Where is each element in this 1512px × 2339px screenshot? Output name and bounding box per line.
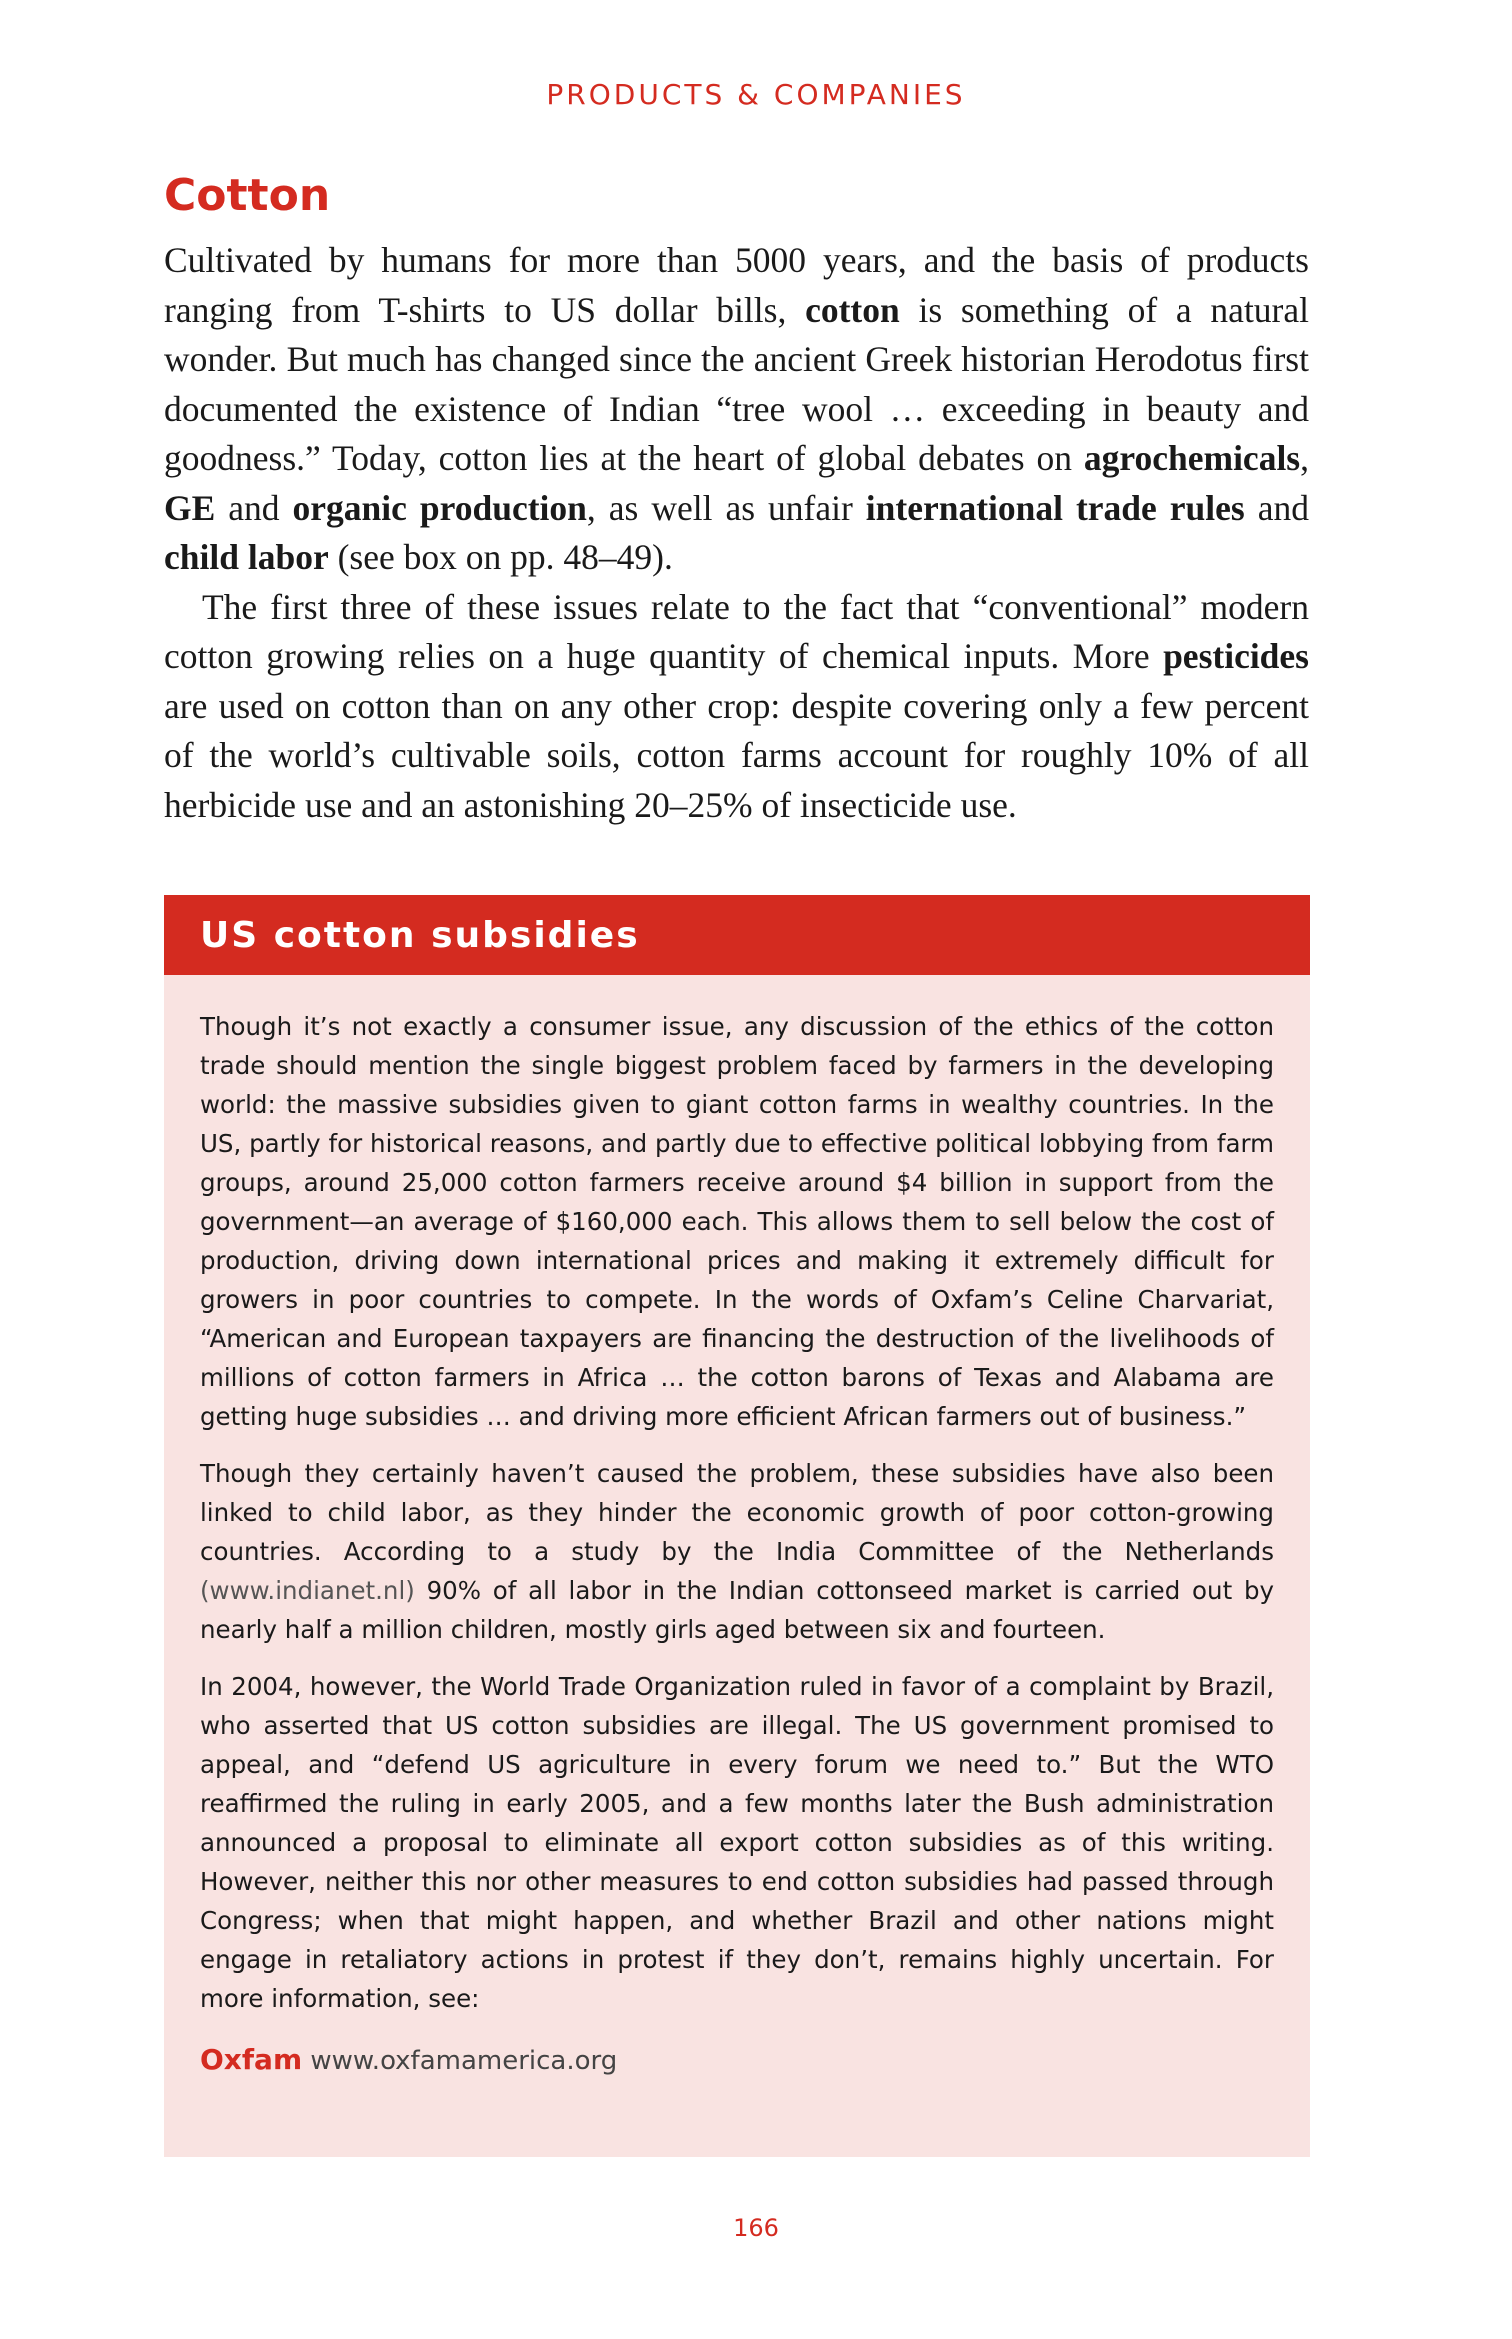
box-paragraph-2: [200, 1454, 1274, 1649]
keyword-trade-rules: international trade rules: [865, 487, 1245, 528]
text-run: Cultivated by humans for more than 5000 years, and the basis of products ranging from T-shirts to US dollar bills,: [164, 240, 1309, 330]
body-paragraph-1: [164, 236, 1309, 583]
box-paragraph-3: In 2004, however, the World Trade Organization ruled in favor of a complaint by Brazil, who asserted that US cotton subsidies are illegal. The US government promised to appeal, and “defend US agriculture in every forum we need to.” But the WTO reaffirmed the ruling in early 2005, and a few months later the Bush administration announced a proposal to eliminate all export cotton subsidies as of this writing. However, neither this nor other measures to end cotton subsidies had passed through Congress; when that might happen, and whether Brazil and other nations might engage in retaliatory actions in protest if they don’t, remains highly uncertain. For more information, see:: [200, 1672, 1274, 2013]
text-run: , as well as unfair: [586, 487, 866, 528]
box-paragraph-1: Though it’s not exactly a consumer issue, any discussion of the ethics of the cotton trade should mention the single biggest problem faced by farmers in the developing world: the massive subsidies given to giant cotton farms in wealthy countries. In the US, partly for historical reasons, and partly due to effective political lobbying from farm groups, around 25,000 cotton farmers receive around $4 billion in support from the government—an average of $160,000 each. This allows them to sell below the cost of production, driving down international prices and making it extremely difficult for growers in poor countries to compete. In the words of Oxfam’s Celine Charvariat, “American and European taxpayers are financing the destruction of the livelihoods of millions of cotton farmers in Africa … the cotton barons of Texas and Alabama are getting huge subsidies … and driving more efficient African farmers out of business.”: [200, 1012, 1274, 1431]
resource-url: www.oxfamamerica.org: [310, 2046, 618, 2076]
keyword-cotton: cotton: [805, 289, 900, 330]
main-body-text: [164, 236, 1309, 830]
keyword-ge: GE: [164, 487, 216, 528]
section-title: Cotton: [164, 170, 331, 221]
text-run: and: [215, 487, 293, 528]
box-header: [164, 895, 1310, 975]
indianet-url: (www.indianet.nl): [200, 1576, 415, 1605]
resource-name: Oxfam: [200, 2043, 303, 2076]
box-title: US cotton subsidies: [200, 914, 640, 956]
running-head: PRODUCTS & COMPANIES: [546, 78, 966, 111]
text-run: 90% of all labor in the Indian cottonseed market is carried out by nearly half a million children, mostly girls aged between six and fourteen.: [200, 1576, 1274, 1644]
resource-entry: [200, 2040, 1274, 2081]
text-run: are used on cotton than on any other crop: despite covering only a few percent of the world’s cultivable soils, cotton farms account for roughly 10% of all herbicide use and an astonishing 20–25% of insecticide use.: [164, 685, 1309, 825]
text-run: is something of a natural wonder. But much has changed since the ancient Greek historian Herodotus first documented the existence of Indian “tree wool … exceeding in beauty and goodness.” Today, cotton lies at the heart of global debates on: [164, 289, 1309, 478]
keyword-agrochemicals: agrochemicals: [1083, 438, 1301, 478]
text-run: ,: [1300, 438, 1309, 478]
box-body: [164, 975, 1310, 2081]
text-run: (see box on pp. 48–49).: [328, 537, 673, 577]
text-run: The first three of these issues relate to the fact that “conventional” modern cotton growing relies on a huge quantity of chemical inputs. More: [164, 586, 1309, 676]
keyword-organic-production: organic production: [292, 487, 587, 528]
text-run: Though they certainly haven’t caused the problem, these subsidies have also been linked to child labor, as they hinder the economic growth of poor cotton-growing countries. According to a study by the India Committee of the Netherlands: [200, 1459, 1274, 1566]
page-number: 166: [733, 2214, 779, 2242]
keyword-pesticides: pesticides: [1163, 636, 1309, 676]
keyword-child-labor: child labor: [164, 537, 329, 577]
body-paragraph-2: [164, 583, 1309, 831]
text-run: and: [1244, 487, 1309, 528]
sidebar-box: [164, 895, 1310, 2157]
